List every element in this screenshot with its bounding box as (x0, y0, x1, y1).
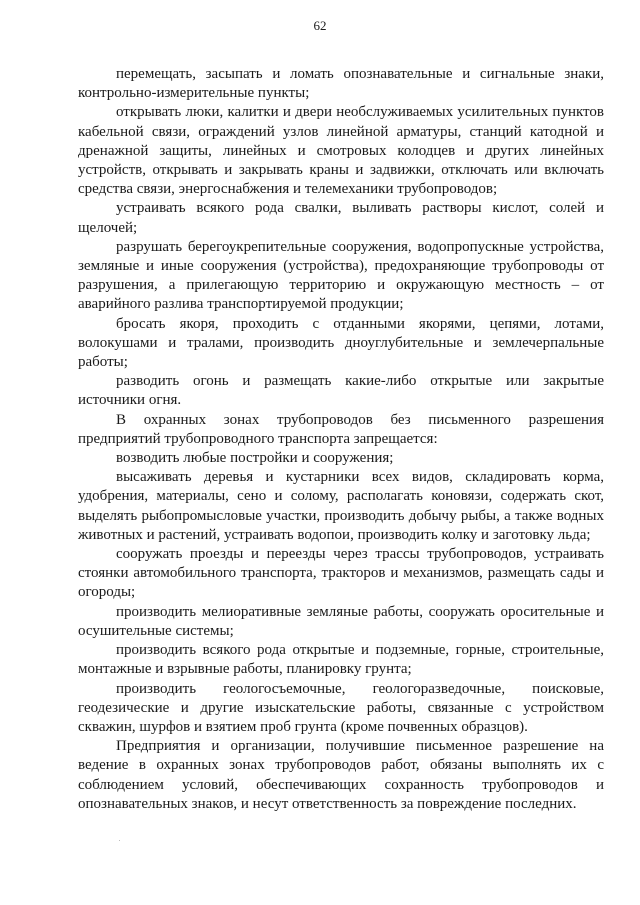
paragraph: сооружать проезды и переезды через трассы трубопроводов, устраивать стоянки автомобильного транспорта, тракторов и механизмов, размещать сады и огороды; (78, 546, 604, 601)
paragraph: высаживать деревья и кустарники всех видов, складировать корма, удобрения, материалы, сено и солому, располагать коновязи, содержать скот, выделять рыбопромысловые участки, производить добычу рыбы, а также водных животных и растений, устраивать водопои, производить колку и заготовку льда; (78, 469, 604, 543)
scan-speck (119, 840, 120, 841)
paragraph: Предприятия и организации, получившие письменное разрешение на ведение в охранных зонах трубопроводов работ, обязаны выполнять их с соблюдением условий, обеспечивающих сохранность трубопроводов и опознавательных знаков, и несут ответственность за повреждение последних. (78, 738, 604, 812)
paragraph: возводить любые постройки и сооружения; (116, 450, 394, 467)
body-text (78, 65, 604, 814)
page-number: 62 (313, 18, 327, 33)
paragraph: устраивать всякого рода свалки, выливать растворы кислот, солей и щелочей; (78, 200, 604, 236)
paragraph: открывать люки, калитки и двери необслуживаемых усилительных пунктов кабельной связи, ограждений узлов линейной арматуры, станций катодной и дренажной защиты, линейных и смотровых колодцев и других линейных устройств, открывать и закрывать краны и задвижки, отключать или включать средства связи, энергоснабжения и телемеханики трубопроводов; (78, 104, 604, 198)
paragraph: производить мелиоративные земляные работы, сооружать оросительные и осушительные системы; (78, 603, 604, 639)
paragraph: производить всякого рода открытые и подземные, горные, строительные, монтажные и взрывные работы, планировку грунта; (78, 642, 604, 678)
paragraph: разводить огонь и размещать какие-либо открытые или закрытые источники огня. (78, 373, 604, 409)
paragraph: производить геологосъемочные, геологоразведочные, поисковые, геодезические и другие изыскательские работы, связанные с устройством скважин, шурфов и взятием проб грунта (кроме почвенных образцов). (78, 680, 604, 735)
paragraph: разрушать берегоукрепительные сооружения, водопропускные устройства, земляные и иные сооружения (устройства), предохраняющие трубопроводы от разрушения, а прилегающую территорию и окружающую местность – от аварийного разлива транспортируемой продукции; (78, 238, 604, 313)
paragraph: перемещать, засыпать и ломать опознавательные и сигнальные знаки, контрольно-измерительные пункты; (78, 66, 604, 102)
paragraph: бросать якоря, проходить с отданными якорями, цепями, лотами, волокушами и тралами, производить дноуглубительные и землечерпальные работы; (78, 315, 604, 371)
paragraph: В охранных зонах трубопроводов без письменного разрешения предприятий трубопроводного транспорта запрещается: (78, 411, 604, 447)
